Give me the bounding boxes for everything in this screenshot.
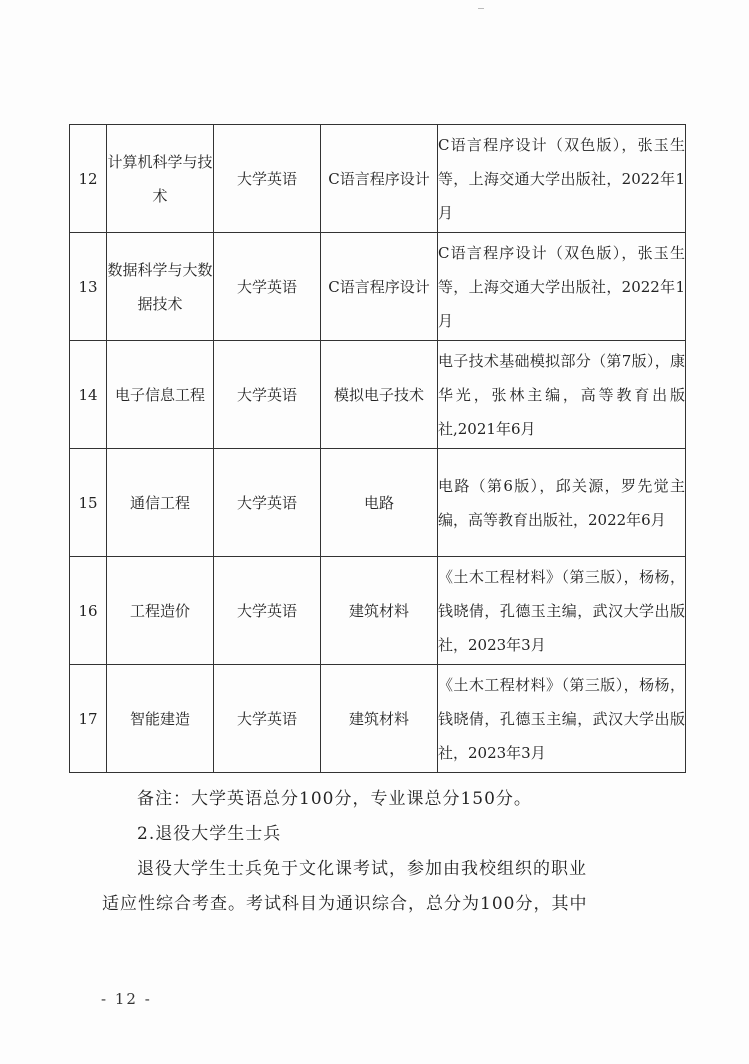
row-number: 14 xyxy=(70,341,107,449)
major-name: 数据科学与大数据技术 xyxy=(107,233,214,341)
professional-course: C语言程序设计 xyxy=(321,125,438,233)
professional-course: 模拟电子技术 xyxy=(321,341,438,449)
culture-subject: 大学英语 xyxy=(214,557,321,665)
row-number: 13 xyxy=(70,233,107,341)
row-number: 15 xyxy=(70,449,107,557)
exam-subjects-table xyxy=(69,124,686,773)
reference-textbook: 《土木工程材料》（第三版），杨杨，钱晓倩，孔德玉主编，武汉大学出版社，2023年3月 xyxy=(438,665,686,773)
table-row xyxy=(70,341,686,449)
table-row xyxy=(70,449,686,557)
table-row xyxy=(70,125,686,233)
reference-textbook: 电路（第6版），邱关源，罗先觉主编，高等教育出版社，2022年6月 xyxy=(438,449,686,557)
major-name: 电子信息工程 xyxy=(107,341,214,449)
culture-subject: 大学英语 xyxy=(214,449,321,557)
culture-subject: 大学英语 xyxy=(214,341,321,449)
professional-course: 建筑材料 xyxy=(321,557,438,665)
section-heading: 2.退役大学生士兵 xyxy=(137,824,282,844)
professional-course: C语言程序设计 xyxy=(321,233,438,341)
table-row xyxy=(70,233,686,341)
professional-course: 建筑材料 xyxy=(321,665,438,773)
row-number: 16 xyxy=(70,557,107,665)
culture-subject: 大学英语 xyxy=(214,665,321,773)
body-paragraph-line: 退役大学生士兵免于文化课考试，参加由我校组织的职业 xyxy=(137,859,587,879)
reference-textbook: C语言程序设计（双色版），张玉生等，上海交通大学出版社，2022年1月 xyxy=(438,125,686,233)
page-number: - 12 - xyxy=(101,990,152,1008)
reference-textbook: 《土木工程材料》（第三版），杨杨，钱晓倩，孔德玉主编，武汉大学出版社，2023年3月 xyxy=(438,557,686,665)
culture-subject: 大学英语 xyxy=(214,233,321,341)
culture-subject: 大学英语 xyxy=(214,125,321,233)
major-name: 通信工程 xyxy=(107,449,214,557)
score-note: 备注：大学英语总分100分，专业课总分150分。 xyxy=(137,789,532,809)
reference-textbook: 电子技术基础模拟部分（第7版），康华光，张林主编，高等教育出版社,2021年6月 xyxy=(438,341,686,449)
major-name: 智能建造 xyxy=(107,665,214,773)
major-name: 工程造价 xyxy=(107,557,214,665)
row-number: 17 xyxy=(70,665,107,773)
major-name: 计算机科学与技术 xyxy=(107,125,214,233)
table-row xyxy=(70,665,686,773)
body-paragraph-line: 适应性综合考查。考试科目为通识综合，总分为100分，其中 xyxy=(102,894,588,914)
professional-course: 电路 xyxy=(321,449,438,557)
table-row xyxy=(70,557,686,665)
reference-textbook: C语言程序设计（双色版），张玉生等，上海交通大学出版社，2022年1月 xyxy=(438,233,686,341)
row-number: 12 xyxy=(70,125,107,233)
scan-artifact xyxy=(478,8,484,9)
